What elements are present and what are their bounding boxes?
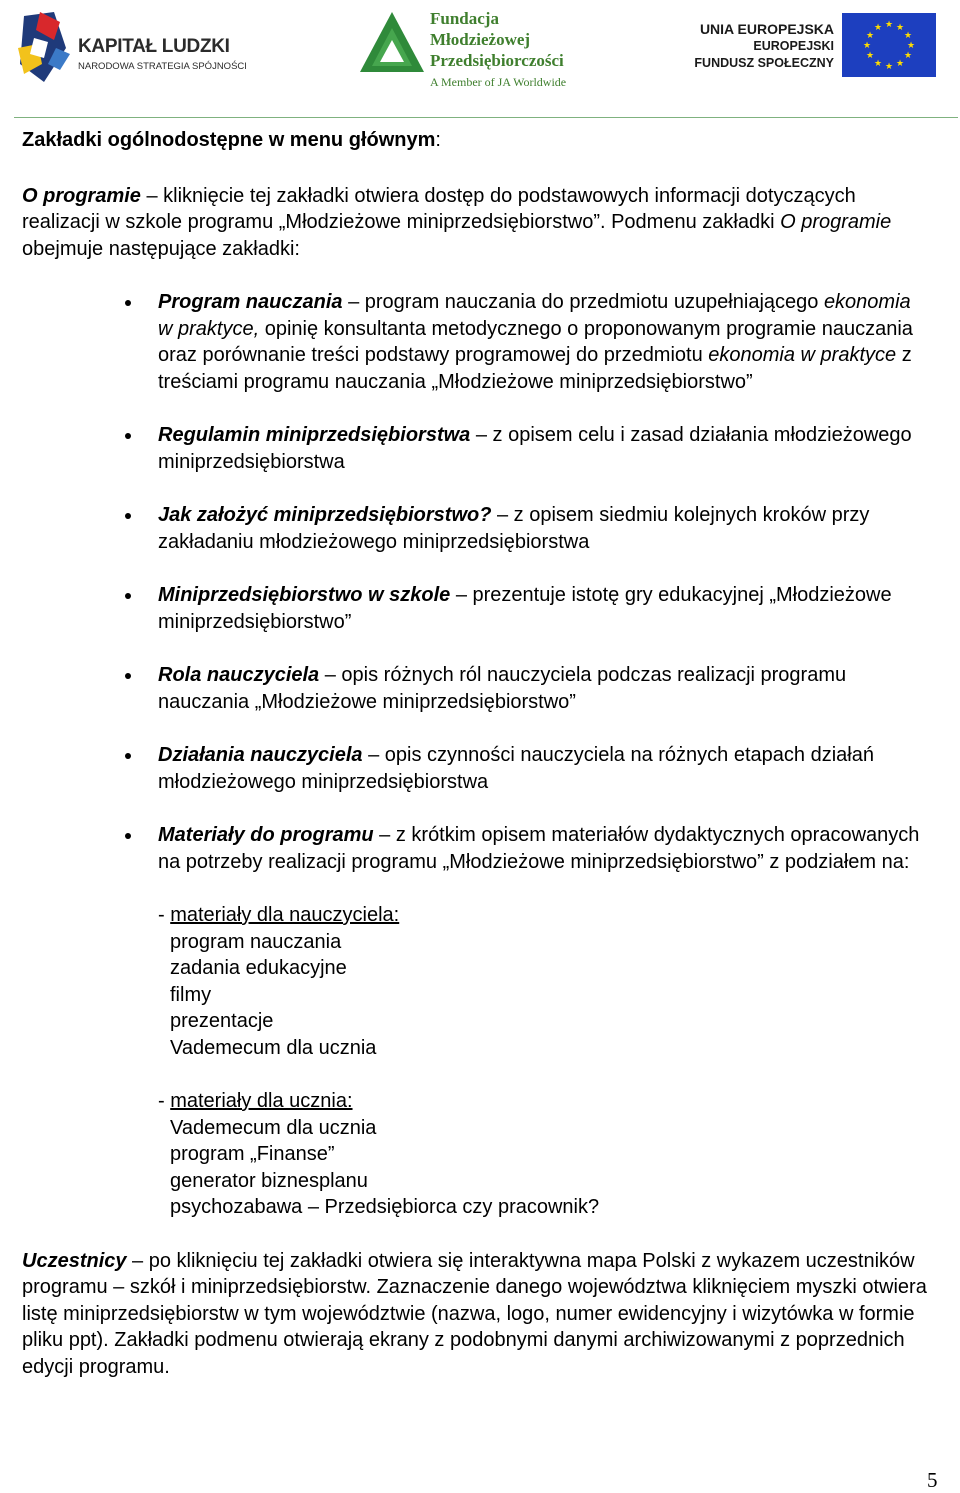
teacher-materials — [158, 902, 927, 1061]
list-item-jak-zalozyc: Jak założyć miniprzedsiębiorstwo? – z opisem siedmiu kolejnych kroków przy zakładaniu młodzieżowego miniprzedsiębiorstwa — [22, 502, 927, 555]
kapital-ludzki-logo — [14, 8, 254, 88]
svg-text:★: ★ — [865, 31, 875, 41]
list-item-program-nauczania: Program nauczania – program nauczania do przedmiotu uzupełniającego ekonomia w praktyce, opinię konsultanta metodycznego o proponowanym programie nauczania oraz porównanie treści podstawy programowej do przedmiotu ekonomia w praktyce z treściami programu nauczania „Młodzieżowe miniprzedsiębiorstwo” — [22, 289, 927, 395]
material-item: prezentacje — [170, 1010, 274, 1032]
material-item: program „Finanse” — [170, 1143, 335, 1165]
svg-text:★: ★ — [903, 31, 913, 41]
participants-paragraph: Uczestnicy – po kliknięciu tej zakładki otwiera się interaktywna mapa Polski z wykazem uczestników programu – szkół i miniprzedsiębiorstw. Zaznaczenie danego województwa kliknięciem myszki otwiera listę miniprzedsiębiorstw w tym województwie (nazwa, logo, numer ewidencyjny i wizytówka w formie pliku ppt). Zakładki podmenu otwierają ekrany z podobnymi danymi archiwizowanymi z poprzednich edycji programu. — [22, 1249, 927, 1378]
material-item: zadania edukacyjne — [170, 957, 347, 979]
kapital-ludzki-emblem-icon — [14, 8, 76, 88]
svg-text:★: ★ — [884, 20, 894, 30]
material-item: Vademecum dla ucznia — [170, 1036, 377, 1059]
svg-text:★: ★ — [865, 51, 875, 61]
participants-term: Uczestnicy — [22, 1249, 127, 1272]
page-number: 5 — [927, 1468, 938, 1492]
header-divider — [14, 117, 958, 118]
list-item-dzialania-nauczyciela: Działania nauczyciela – opis czynności nauczyciela na różnych etapach działań młodzieżowego miniprzedsiębiorstwa — [22, 742, 927, 795]
list-item-regulamin: Regulamin miniprzedsiębiorstwa – z opisem celu i zasad działania młodzieżowego miniprzedsiębiorstwa — [22, 422, 927, 475]
eu-flag-icon — [842, 13, 936, 77]
svg-text:★: ★ — [862, 41, 872, 51]
fundacja-line-1: Fundacja — [430, 9, 499, 28]
material-item: Vademecum dla ucznia — [170, 1116, 377, 1139]
unia-line-2: EUROPEJSKI — [753, 39, 834, 53]
kapital-ludzki-title: KAPITAŁ LUDZKI — [78, 36, 230, 57]
svg-text:★: ★ — [903, 51, 913, 61]
material-item: program nauczania — [170, 930, 342, 953]
fundacja-line-3: Przedsiębiorczości — [430, 51, 564, 70]
submenu-list — [22, 289, 927, 1221]
svg-text:★: ★ — [873, 23, 883, 33]
svg-text:★: ★ — [873, 59, 883, 69]
intro-paragraph: O programie – kliknięcie tej zakładki otwiera dostęp do podstawowych informacji dotyczących realizacji w szkole programu „Młodzieżowe miniprzedsiębiorstwo”. Podmenu zakładki O programie obejmuje następujące zakładki: — [22, 184, 892, 260]
kapital-ludzki-subtitle: NARODOWA STRATEGIA SPÓJNOŚCI — [78, 61, 247, 72]
unia-line-3: FUNDUSZ SPOŁECZNY — [694, 56, 834, 70]
list-item-materialy-do-programu: Materiały do programu – z krótkim opisem materiałów dydaktycznych opracowanych na potrzeby realizacji programu „Młodzieżowe miniprzedsiębiorstwo” z podziałem na: - materiały dla nauczyciela: program nauczania zadania edukacyjne filmy prezentacje Vademecum dla ucznia - materiały dla ucznia: Vademecum dla ucznia program „Finanse” generator biznesplanu psychozabawa – Przedsiębiorca czy pracownik? — [22, 822, 927, 1221]
teacher-materials-label: - materiały dla nauczyciela: — [158, 904, 400, 926]
fundacja-tagline: A Member of JA Worldwide — [430, 75, 567, 89]
svg-text:★: ★ — [884, 62, 894, 72]
list-item-miniprzedsiebiorstwo-w-szkole: Miniprzedsiębiorstwo w szkole – prezentuje istotę gry edukacyjnej „Młodzieżowe miniprzedsiębiorstwo” — [22, 582, 927, 635]
section-heading: Zakładki ogólnodostępne w menu głównym: — [22, 129, 441, 151]
material-item: psychozabawa – Przedsiębiorca czy pracownik? — [170, 1196, 600, 1218]
fundacja-triangle-icon — [356, 10, 426, 74]
page-header — [0, 0, 960, 118]
fundacja-logo — [356, 6, 596, 96]
fundacja-line-2: Młodzieżowej — [430, 30, 531, 49]
svg-text:★: ★ — [895, 59, 905, 69]
student-materials-label: - materiały dla ucznia: — [158, 1090, 353, 1112]
svg-text:★: ★ — [895, 23, 905, 33]
material-item: filmy — [170, 983, 212, 1006]
material-item: generator biznesplanu — [170, 1169, 368, 1192]
svg-text:★: ★ — [906, 41, 916, 51]
intro-term: O programie — [22, 184, 141, 207]
unia-line-1: UNIA EUROPEJSKA — [699, 21, 834, 37]
document-body — [22, 124, 927, 1380]
student-materials — [158, 1088, 927, 1221]
list-item-rola-nauczyciela: Rola nauczyciela – opis różnych ról nauczyciela podczas realizacji programu nauczania „Młodzieżowe miniprzedsiębiorstwo” — [22, 662, 927, 715]
unia-europejska-logo — [694, 10, 940, 80]
